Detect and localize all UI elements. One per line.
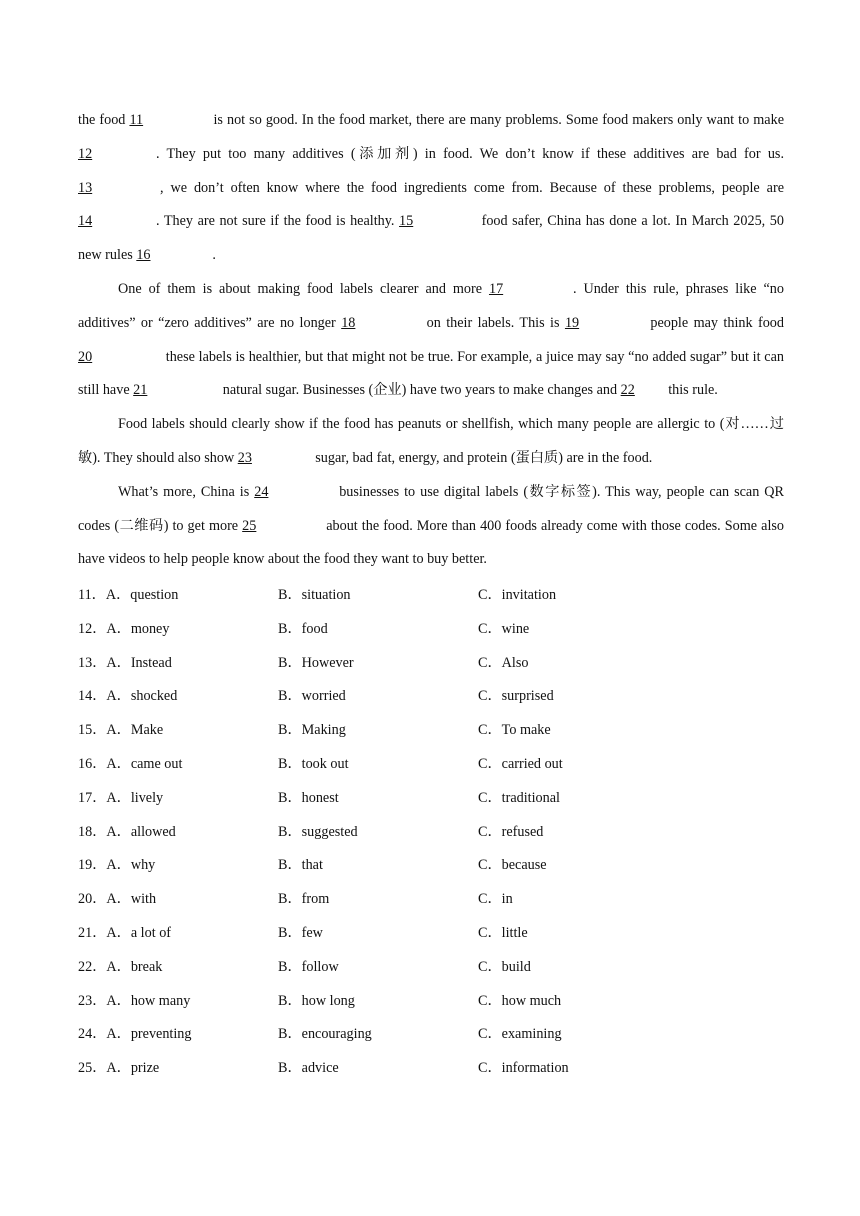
- option-a-text: A．came out: [106, 756, 183, 773]
- passage-text: . They put too many additives (添加剂) in food. We don’t know if these additives are bad for us.: [156, 145, 784, 162]
- blank-14: 14: [78, 213, 93, 230]
- option-a: [78, 990, 278, 1010]
- option-b: B．that: [278, 857, 323, 874]
- question-row: [78, 577, 784, 611]
- question-row: [78, 611, 784, 645]
- blank-11: 11: [129, 112, 144, 128]
- option-c: C．invitation: [478, 587, 557, 604]
- option-a: [78, 618, 278, 638]
- question-number: 25．: [78, 1060, 107, 1077]
- question-row: [78, 746, 784, 780]
- option-b: B．how long: [278, 992, 355, 1009]
- question-number: 13．: [78, 654, 107, 671]
- passage-paragraph: [78, 476, 784, 577]
- option-b: B．took out: [278, 756, 349, 773]
- option-b: B．follow: [278, 958, 339, 975]
- question-number: 21．: [78, 925, 107, 942]
- passage-text: people may think food: [644, 314, 784, 331]
- question-number: 19．: [78, 857, 107, 874]
- option-a: [78, 922, 278, 942]
- blank-21: 21: [133, 382, 148, 399]
- blank-13: 13: [78, 179, 93, 196]
- option-a-text: A．a lot of: [106, 925, 172, 942]
- question-row: [78, 915, 784, 949]
- question-row: [78, 780, 784, 814]
- option-c: C．refused: [478, 823, 544, 840]
- option-a: [78, 753, 278, 773]
- passage-text: . They are not sure if the food is healthy.: [156, 213, 400, 230]
- option-a-text: A．prize: [106, 1060, 160, 1077]
- option-a: [78, 584, 278, 604]
- option-b: B．encouraging: [278, 1026, 372, 1043]
- passage-paragraph: [78, 273, 784, 408]
- option-b: B．suggested: [278, 823, 358, 840]
- question-number: 11．: [78, 587, 106, 604]
- option-a: [78, 888, 278, 908]
- question-number: 24．: [78, 1026, 107, 1043]
- option-a-text: A．why: [106, 857, 156, 874]
- blank-23: 23: [237, 449, 252, 466]
- cloze-passage: [78, 104, 784, 577]
- passage-text: sugar, bad fat, energy, and protein (蛋白质) are in the food.: [311, 449, 653, 466]
- option-a: [78, 956, 278, 976]
- option-a-text: A．how many: [106, 992, 191, 1009]
- passage-text: , we don’t often know where the food ingredients come from. Because of these problems, people are: [160, 179, 784, 196]
- option-a-text: A．lively: [106, 789, 164, 806]
- blank-22: 22: [620, 382, 635, 399]
- option-a-text: A．question: [105, 587, 179, 604]
- option-a-text: A．Make: [106, 722, 164, 739]
- blank-24: 24: [254, 483, 269, 500]
- passage-paragraph: [78, 104, 784, 273]
- blank-20: 20: [78, 348, 93, 365]
- question-row: [78, 848, 784, 882]
- question-row: [78, 881, 784, 915]
- question-number: 22．: [78, 958, 107, 975]
- question-row: [78, 949, 784, 983]
- option-c: C．examining: [478, 1026, 562, 1043]
- blank-16: 16: [136, 247, 151, 264]
- option-c: C．To make: [478, 722, 551, 739]
- passage-text: the food: [78, 112, 130, 128]
- passage-text: .: [212, 247, 216, 264]
- passage-text: natural sugar. Businesses (企业) have two years to make changes and: [219, 382, 621, 399]
- passage-text: businesses to use digital labels (数字标签). This way, people can scan QR codes (二维码) to get more: [78, 483, 784, 534]
- passage-paragraph: [78, 408, 784, 476]
- option-a-text: A．preventing: [106, 1026, 192, 1043]
- option-a: [78, 854, 278, 874]
- option-b: B．honest: [278, 789, 339, 806]
- passage-text: What’s more, China is: [118, 483, 255, 500]
- question-row: [78, 814, 784, 848]
- option-b: B．food: [278, 620, 328, 637]
- option-c: C．build: [478, 958, 531, 975]
- option-c: C．Also: [478, 654, 529, 671]
- question-number: 15．: [78, 722, 107, 739]
- option-a-text: A．Instead: [106, 654, 172, 671]
- question-row: [78, 679, 784, 713]
- option-b: B．Making: [278, 722, 346, 739]
- passage-text: on their labels. This is: [421, 314, 565, 331]
- option-c: C．because: [478, 857, 547, 874]
- option-c: C．how much: [478, 992, 562, 1009]
- option-c: C．information: [478, 1060, 569, 1077]
- option-a: [78, 719, 278, 739]
- question-number: 23．: [78, 992, 107, 1009]
- passage-text: these labels is healthier, but that might not be true. For example, a juice may say “no added sugar” but it can still have: [78, 348, 784, 399]
- option-a: [78, 821, 278, 841]
- option-a-text: A．break: [106, 958, 163, 975]
- document-page: [78, 104, 784, 1084]
- option-a: [78, 1023, 278, 1043]
- option-a-text: A．allowed: [106, 823, 176, 840]
- option-c: C．in: [478, 891, 513, 908]
- option-c: C．surprised: [478, 688, 554, 705]
- question-number: 14．: [78, 688, 107, 705]
- option-a: [78, 787, 278, 807]
- answer-options: [78, 577, 784, 1084]
- blank-18: 18: [341, 314, 356, 331]
- option-b: B．from: [278, 891, 330, 908]
- option-a: [78, 1057, 278, 1077]
- question-row: [78, 1050, 784, 1084]
- blank-15: 15: [399, 213, 414, 230]
- option-c: C．little: [478, 925, 528, 942]
- option-a: [78, 685, 278, 705]
- passage-text: Food labels should clearly show if the food has peanuts or shellfish, which many people are allergic to (对……过敏). They should also show: [78, 416, 784, 466]
- passage-text: . Under this rule, phrases like “no additives” or “zero additives” are no longer: [78, 280, 784, 331]
- passage-text: is not so good. In the food market, there are many problems. Some food makers only want to make: [209, 112, 784, 128]
- passage-text: food safer, China has done a lot. In March 2025, 50 new rules: [78, 213, 784, 264]
- option-a-text: A．money: [106, 620, 170, 637]
- option-a-text: A．shocked: [106, 688, 178, 705]
- option-b: B．situation: [278, 587, 351, 604]
- question-row: [78, 1017, 784, 1051]
- passage-text: about the food. More than 400 foods already come with those codes. Some also have videos to help people know about the food they want to buy better.: [78, 517, 785, 568]
- option-b: B．However: [278, 654, 354, 671]
- blank-19: 19: [564, 314, 580, 331]
- option-b: B．advice: [278, 1060, 339, 1077]
- question-number: 16．: [78, 756, 107, 773]
- question-number: 20．: [78, 891, 107, 908]
- question-number: 12．: [78, 620, 107, 637]
- option-a: [78, 652, 278, 672]
- blank-12: 12: [78, 145, 93, 162]
- question-row: [78, 712, 784, 746]
- question-row: [78, 983, 784, 1017]
- option-c: C．traditional: [478, 789, 560, 806]
- option-b: B．few: [278, 925, 323, 942]
- passage-text: this rule.: [664, 382, 718, 399]
- option-a-text: A．with: [106, 891, 157, 908]
- passage-text: One of them is about making food labels clearer and more: [118, 280, 489, 297]
- question-number: 18．: [78, 823, 107, 840]
- option-c: C．wine: [478, 620, 530, 637]
- blank-17: 17: [488, 280, 504, 297]
- option-b: B．worried: [278, 688, 346, 705]
- question-row: [78, 645, 784, 679]
- option-c: C．carried out: [478, 756, 563, 773]
- blank-25: 25: [242, 517, 257, 534]
- question-number: 17．: [78, 789, 107, 806]
